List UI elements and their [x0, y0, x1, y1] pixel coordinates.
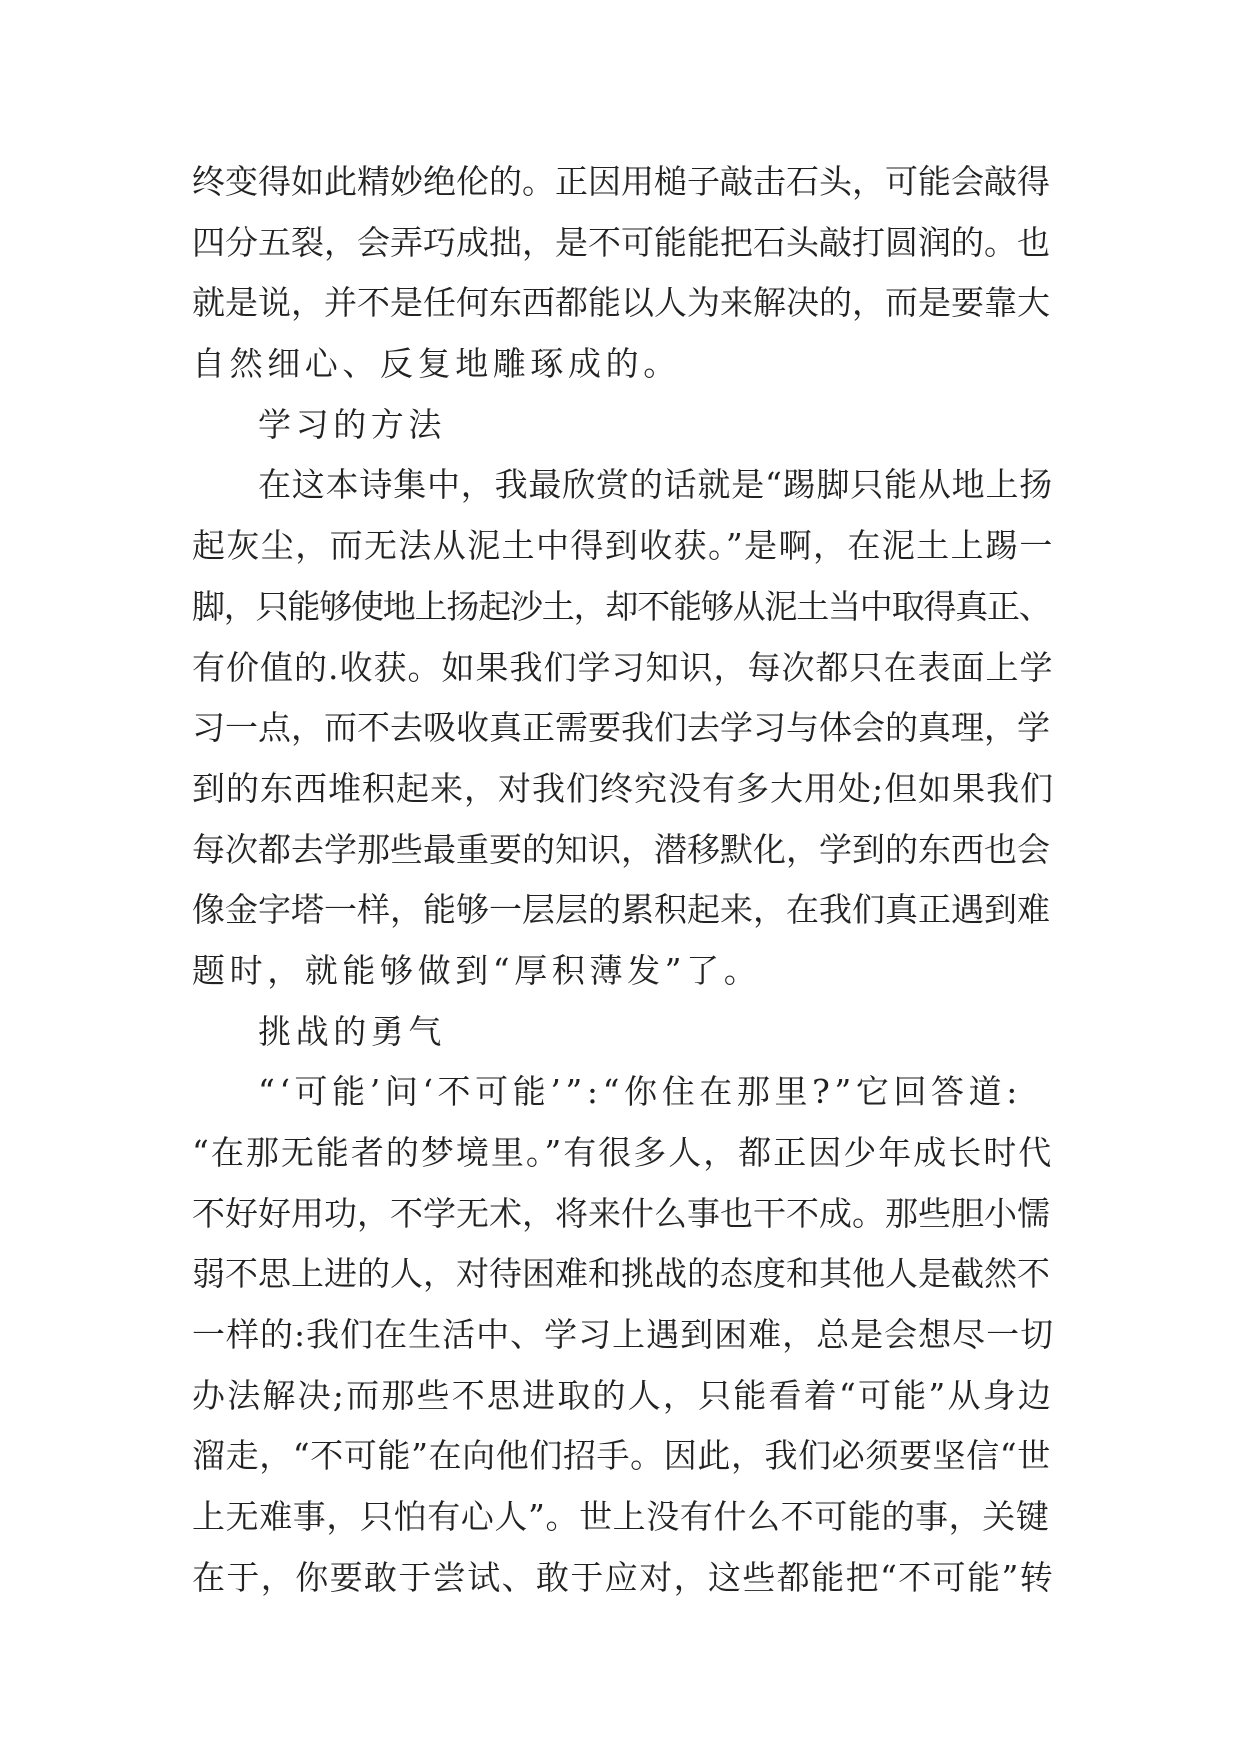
paragraph-first-line: “‘可能’问‘不可能’”:“你住在那里?”它回答道: — [258, 1072, 1022, 1112]
text-line: 像金字塔一样，能够一层层的累积起来，在我们真正遇到难 — [192, 890, 1050, 930]
text-line: 溜走，“不可能”在向他们招手。因此，我们必须要坚信“世 — [192, 1436, 1051, 1476]
text-line: 上无难事，只怕有心人”。世上没有什么不可能的事，关键 — [192, 1497, 1050, 1537]
text-line: 自然细心、反复地雕琢成的。 — [192, 344, 681, 384]
text-line: 一样的:我们在生活中、学习上遇到困难，总是会想尽一切 — [192, 1315, 1055, 1355]
text-line: 习一点，而不去吸收真正需要我们去学习与体会的真理，学 — [192, 708, 1050, 748]
paragraph-first-line: 挑战的勇气 — [258, 1011, 446, 1051]
text-line: 到的东西堆积起来，对我们终究没有多大用处;但如果我们 — [192, 768, 1055, 808]
text-line: “在那无能者的梦境里。”有很多人，都正因少年成长时代 — [192, 1133, 1054, 1172]
document-body — [192, 152, 1054, 1609]
text-line: 在于，你要敢于尝试、敢于应对，这些都能把“不可能”转 — [192, 1557, 1055, 1597]
text-line: 脚，只能够使地上扬起沙土，却不能够从泥土当中取得真正、 — [192, 586, 1051, 626]
text-line: 弱不思上进的人，对待困难和挑战的态度和其他人是截然不 — [192, 1254, 1050, 1294]
text-line: 终变得如此精妙绝伦的。正因用槌子敲击石头，可能会敲得 — [192, 162, 1050, 201]
paragraph-first-line: 学习的方法 — [258, 404, 446, 444]
paragraph-first-line: 在这本诗集中，我最欣赏的话就是“踢脚只能从地上扬 — [258, 465, 1054, 505]
text-line: 题时，就能够做到“厚积薄发”了。 — [192, 950, 762, 990]
text-line: 每次都去学那些最重要的知识，潜移默化，学到的东西也会 — [192, 829, 1050, 869]
text-line: 有价值的.收获。如果我们学习知识，每次都只在表面上学 — [192, 647, 1054, 687]
text-line: 办法解决;而那些不思进取的人，只能看着“可能”从身边 — [192, 1375, 1054, 1415]
text-line: 起灰尘，而无法从泥土中得到收获。”是啊，在泥土上踢一 — [192, 526, 1054, 566]
text-line: 不好好用功，不学无术，将来什么事也干不成。那些胆小懦 — [192, 1193, 1050, 1233]
text-line: 就是说，并不是任何东西都能以人为来解决的，而是要靠大 — [192, 283, 1050, 323]
text-line: 四分五裂，会弄巧成拙，是不可能能把石头敲打圆润的。也 — [192, 222, 1050, 262]
